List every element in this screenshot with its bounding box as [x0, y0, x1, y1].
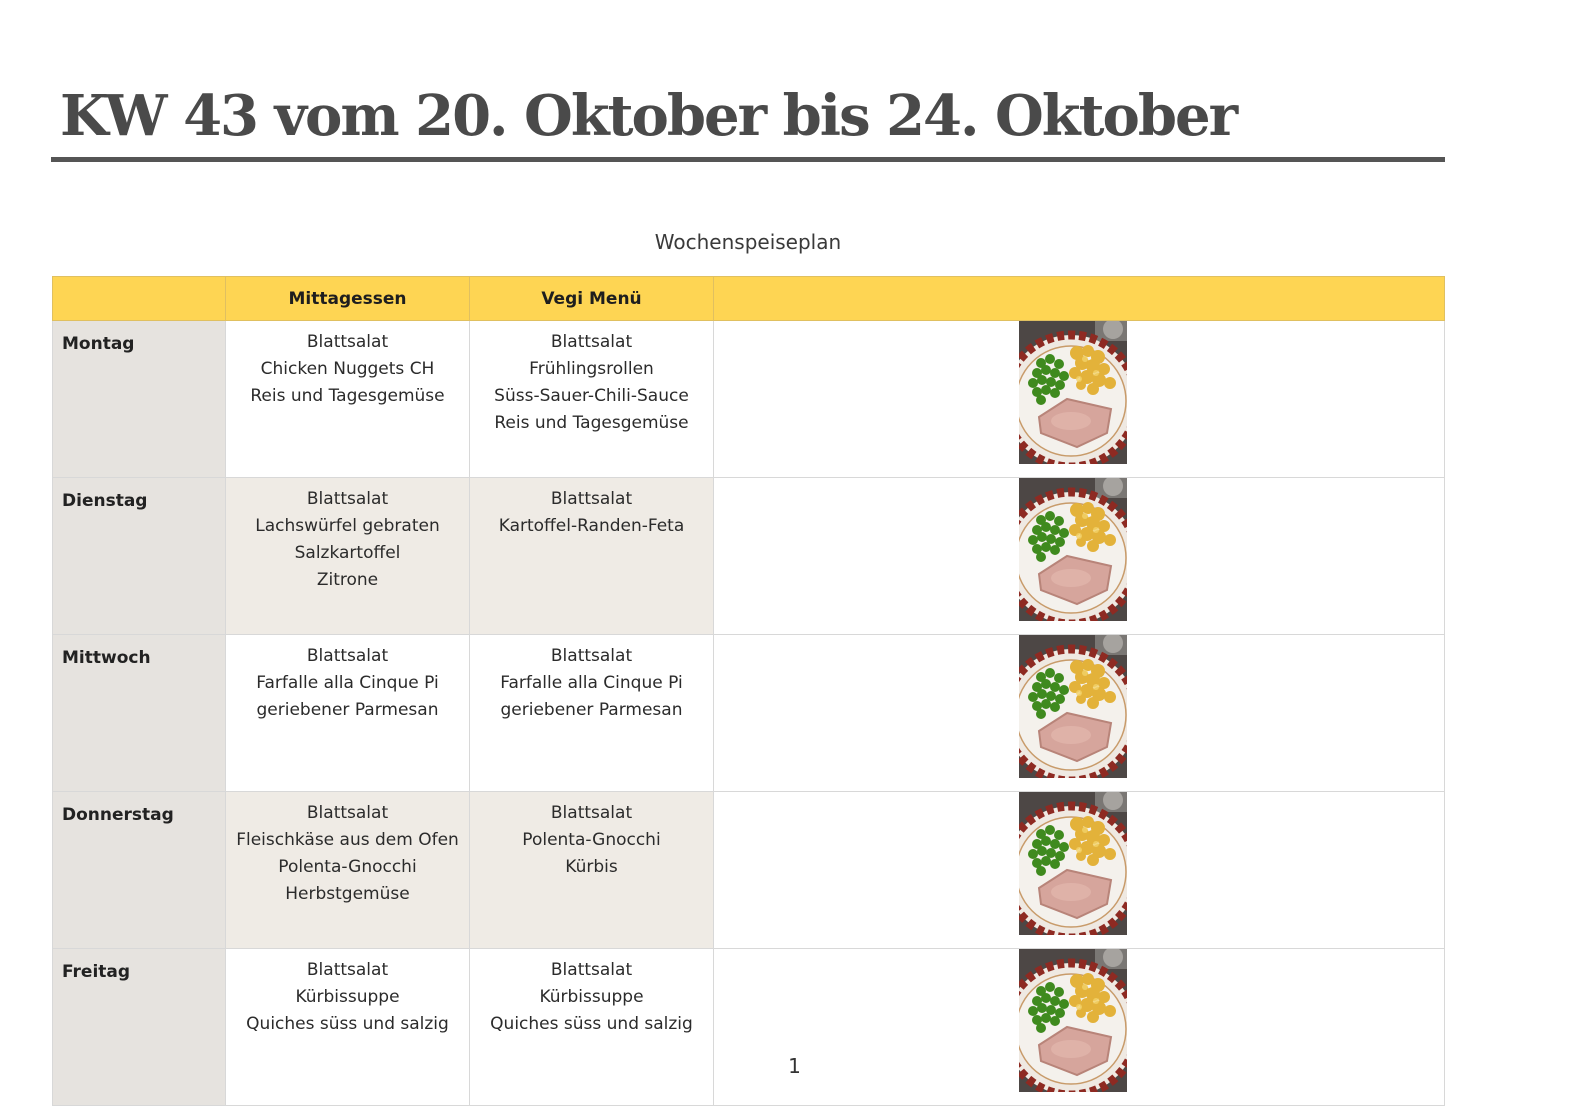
- lunch-cell: [226, 635, 470, 792]
- dish-line: Reis und Tagesgemüse: [250, 386, 445, 406]
- plate-of-meat-peas-potatoes-photo: [1019, 635, 1127, 778]
- dish-line: Kürbissuppe: [539, 987, 644, 1007]
- dish-line: Süss-Sauer-Chili-Sauce: [494, 386, 689, 406]
- photo-cell: [714, 792, 1445, 949]
- menu-row-4: [53, 792, 1445, 949]
- menu-row-2: [53, 478, 1445, 635]
- dish-line: Reis und Tagesgemüse: [494, 413, 689, 433]
- dish-line: Salzkartoffel: [294, 543, 401, 563]
- dish-line: Kürbissuppe: [295, 987, 400, 1007]
- header-photo: [714, 277, 1445, 321]
- dish-line: Lachswürfel gebraten: [255, 516, 440, 536]
- dish-line: Farfalle alla Cinque Pi: [500, 673, 683, 693]
- dish-line: Blattsalat: [550, 803, 633, 823]
- veg-menu-cell: [470, 949, 714, 1106]
- lunch-cell: [226, 321, 470, 478]
- dish-line: Blattsalat: [306, 803, 389, 823]
- day-label: Freitag: [53, 949, 226, 1106]
- dish-line: Quiches süss und salzig: [246, 1014, 449, 1034]
- photo-cell: [714, 478, 1445, 635]
- dish-line: Frühlingsrollen: [529, 359, 654, 379]
- title-underline: [51, 157, 1445, 162]
- photo-cell: [714, 949, 1445, 1106]
- dish-line: Polenta-Gnocchi: [522, 830, 661, 850]
- dish-line: Blattsalat: [550, 489, 633, 509]
- dish-line: Farfalle alla Cinque Pi: [256, 673, 439, 693]
- dish-line: Fleischkäse aus dem Ofen: [236, 830, 459, 850]
- dish-line: Polenta-Gnocchi: [278, 857, 417, 877]
- veg-menu-cell: [470, 321, 714, 478]
- lunch-cell: [226, 478, 470, 635]
- dish-line: Quiches süss und salzig: [490, 1014, 693, 1034]
- photo-cell: [714, 321, 1445, 478]
- dish-line: Kürbis: [565, 857, 618, 877]
- weekly-menu-table: [52, 276, 1445, 1106]
- plate-of-meat-peas-potatoes-photo: [1019, 792, 1127, 935]
- dish-line: Blattsalat: [306, 960, 389, 980]
- dish-line: Blattsalat: [306, 489, 389, 509]
- dish-line: Blattsalat: [306, 646, 389, 666]
- dish-line: Blattsalat: [306, 332, 389, 352]
- page-title: KW 43 vom 20. Oktober bis 24. Oktober: [60, 83, 1237, 149]
- day-label: Donnerstag: [53, 792, 226, 949]
- veg-menu-cell: [470, 635, 714, 792]
- dish-line: geriebener Parmesan: [256, 700, 439, 720]
- plate-of-meat-peas-potatoes-photo: [1019, 321, 1127, 464]
- table-header-row: [53, 277, 1445, 321]
- menu-row-3: [53, 635, 1445, 792]
- veg-menu-cell: [470, 792, 714, 949]
- day-label: Montag: [53, 321, 226, 478]
- header-lunch: Mittagessen: [226, 277, 470, 321]
- menu-row-5: [53, 949, 1445, 1106]
- dish-line: Zitrone: [316, 570, 379, 590]
- header-day: [53, 277, 226, 321]
- table-body: [53, 321, 1445, 1106]
- dish-line: Blattsalat: [550, 646, 633, 666]
- menu-row-1: [53, 321, 1445, 478]
- lunch-cell: [226, 949, 470, 1106]
- plate-of-meat-peas-potatoes-photo: [1019, 478, 1127, 621]
- day-label: Dienstag: [53, 478, 226, 635]
- dish-line: Herbstgemüse: [285, 884, 410, 904]
- day-label: Mittwoch: [53, 635, 226, 792]
- dish-line: geriebener Parmesan: [500, 700, 683, 720]
- dish-line: Blattsalat: [550, 332, 633, 352]
- lunch-cell: [226, 792, 470, 949]
- veg-menu-cell: [470, 478, 714, 635]
- header-veg: Vegi Menü: [470, 277, 714, 321]
- table-caption: Wochenspeiseplan: [654, 230, 842, 254]
- page-number: 1: [788, 1054, 801, 1078]
- dish-line: Kartoffel-Randen-Feta: [498, 516, 685, 536]
- photo-cell: [714, 635, 1445, 792]
- dish-line: Blattsalat: [550, 960, 633, 980]
- dish-line: Chicken Nuggets CH: [260, 359, 435, 379]
